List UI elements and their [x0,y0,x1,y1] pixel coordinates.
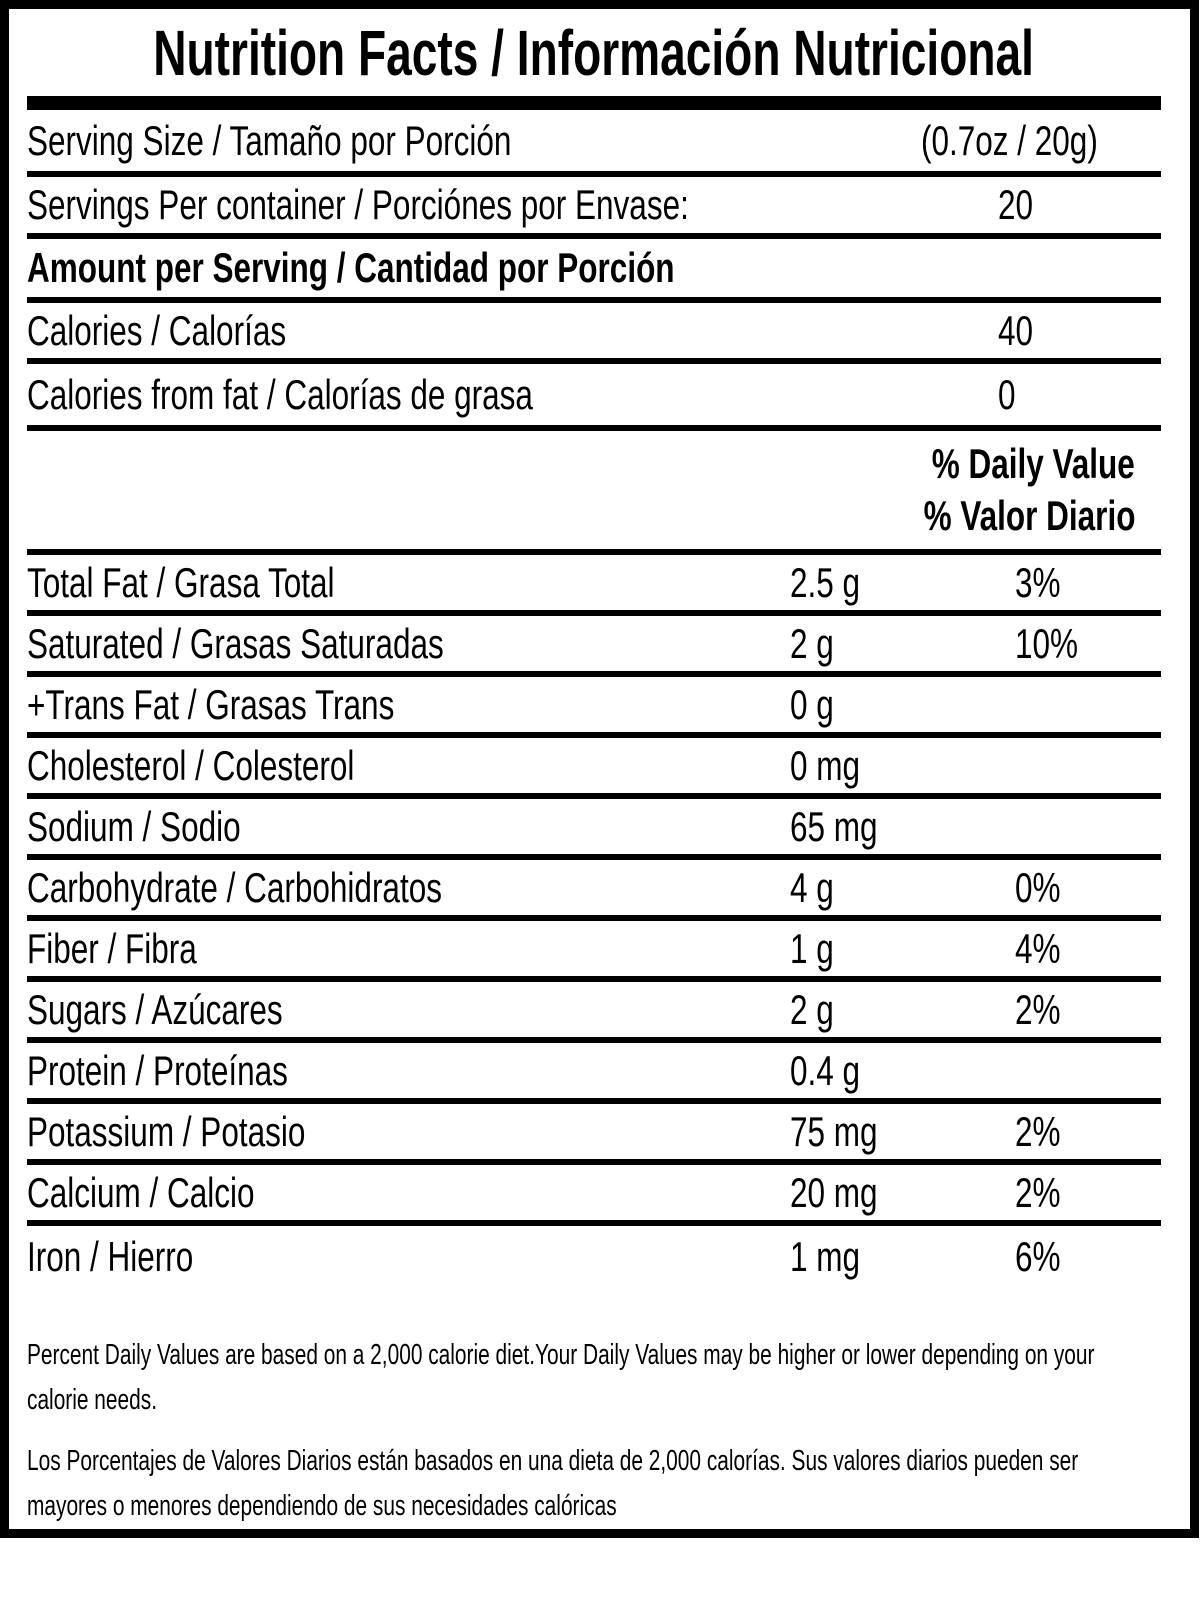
nutrient-amount: 0 mg [790,741,861,789]
amount-per-serving-heading: Amount per Serving / Cantidad por Porción [27,244,675,291]
amount-per-serving-row [27,239,1161,303]
nutrient-amount: 20 mg [790,1168,878,1216]
footnote-en-line2: calorie needs. [27,1384,158,1416]
nutrient-row-protein [27,1043,1161,1104]
nutrient-amount: 1 g [790,924,834,972]
serving-size-label-cell [27,117,790,165]
footnote-es-line1: Los Porcentajes de Valores Diarios están basados en una dieta de 2,000 calorías. Sus valores diarios pueden ser [27,1445,1079,1477]
nutrient-label: Fiber / Fibra [27,924,197,972]
nutrient-row-trans-fat [27,677,1161,738]
nutrient-row-carbohydrate [27,860,1161,921]
nutrient-dv: 4% [1015,924,1061,972]
nutrient-amount: 0 g [790,680,834,728]
nutrient-row-saturated-fat [27,616,1161,677]
nutrient-label: Sodium / Sodio [27,802,241,850]
nutrient-label: Protein / Proteínas [27,1046,288,1094]
footnote-english [27,1333,1161,1423]
nutrient-amount: 0.4 g [790,1046,861,1094]
footnotes [27,1333,1161,1529]
nutrient-dv: 10% [1015,619,1079,667]
daily-value-header [27,431,1161,555]
serving-size-row [27,110,1161,177]
servings-per-container-value: 20 [998,181,1034,228]
nutrient-dv: 6% [1015,1232,1061,1280]
serving-size-label: Serving Size / Tamaño por Porción [27,116,512,164]
daily-value-header-en: % Daily Value [931,440,1135,487]
nutrient-amount: 1 mg [790,1232,861,1280]
calories-value: 40 [998,306,1034,354]
footnote-es-line2: mayores o menores dependiendo de sus necesidades calóricas [27,1490,617,1522]
label-title: Nutrition Facts / Información Nutricional [153,16,1035,89]
nutrient-label: Calcium / Calcio [27,1168,255,1216]
servings-per-container-value-cell [998,181,1161,229]
serving-size-value-cell [790,117,1161,165]
nutrient-amount: 2 g [790,619,834,667]
nutrient-row-calcium [27,1165,1161,1226]
nutrient-label: +Trans Fat / Grasas Trans [27,680,395,728]
nutrient-dv: 2% [1015,1168,1061,1216]
nutrient-row-sodium [27,799,1161,860]
nutrient-dv: 2% [1015,1107,1061,1155]
nutrient-amount: 75 mg [790,1107,878,1155]
servings-per-container-label-cell [27,181,790,229]
nutrient-label: Iron / Hierro [27,1232,194,1280]
nutrient-row-potassium [27,1104,1161,1165]
nutrient-label: Carbohydrate / Carbohidratos [27,863,442,911]
nutrient-row-fiber [27,921,1161,982]
nutrient-dv: 2% [1015,985,1061,1033]
calories-row [27,303,1161,364]
footnote-spanish [27,1439,1161,1529]
label-title-row [27,9,1161,96]
label-content [9,9,1190,1529]
nutrient-amount: 65 mg [790,802,878,850]
title-separator-bar [27,96,1161,110]
nutrient-label: Sugars / Azúcares [27,985,283,1033]
footnote-en-line1: Percent Daily Values are based on a 2,000 calorie diet.Your Daily Values may be higher or lower depending on your [27,1339,1095,1371]
daily-value-header-es: % Valor Diario [923,492,1135,539]
servings-per-container-label: Servings Per container / Porciónes por Envase: [27,181,689,228]
calories-label: Calories / Calorías [27,306,287,354]
nutrient-dv: 3% [1015,558,1061,606]
nutrient-row-sugars [27,982,1161,1043]
nutrient-label: Cholesterol / Colesterol [27,741,355,789]
nutrient-label: Total Fat / Grasa Total [27,558,335,606]
nutrient-amount: 4 g [790,863,834,911]
nutrient-row-total-fat [27,555,1161,616]
calories-from-fat-label: Calories from fat / Calorías de grasa [27,370,533,418]
calories-from-fat-row [27,364,1161,431]
nutrient-label: Potassium / Potasio [27,1107,306,1155]
servings-per-container-row [27,177,1161,239]
nutrient-amount: 2 g [790,985,834,1033]
serving-size-value: (0.7oz / 20g) [921,116,1098,164]
nutrient-row-cholesterol [27,738,1161,799]
nutrient-amount: 2.5 g [790,558,861,606]
nutrient-label: Saturated / Grasas Saturadas [27,619,444,667]
calories-from-fat-value: 0 [998,370,1016,418]
nutrient-dv: 0% [1015,863,1061,911]
nutrient-row-iron [27,1226,1161,1287]
